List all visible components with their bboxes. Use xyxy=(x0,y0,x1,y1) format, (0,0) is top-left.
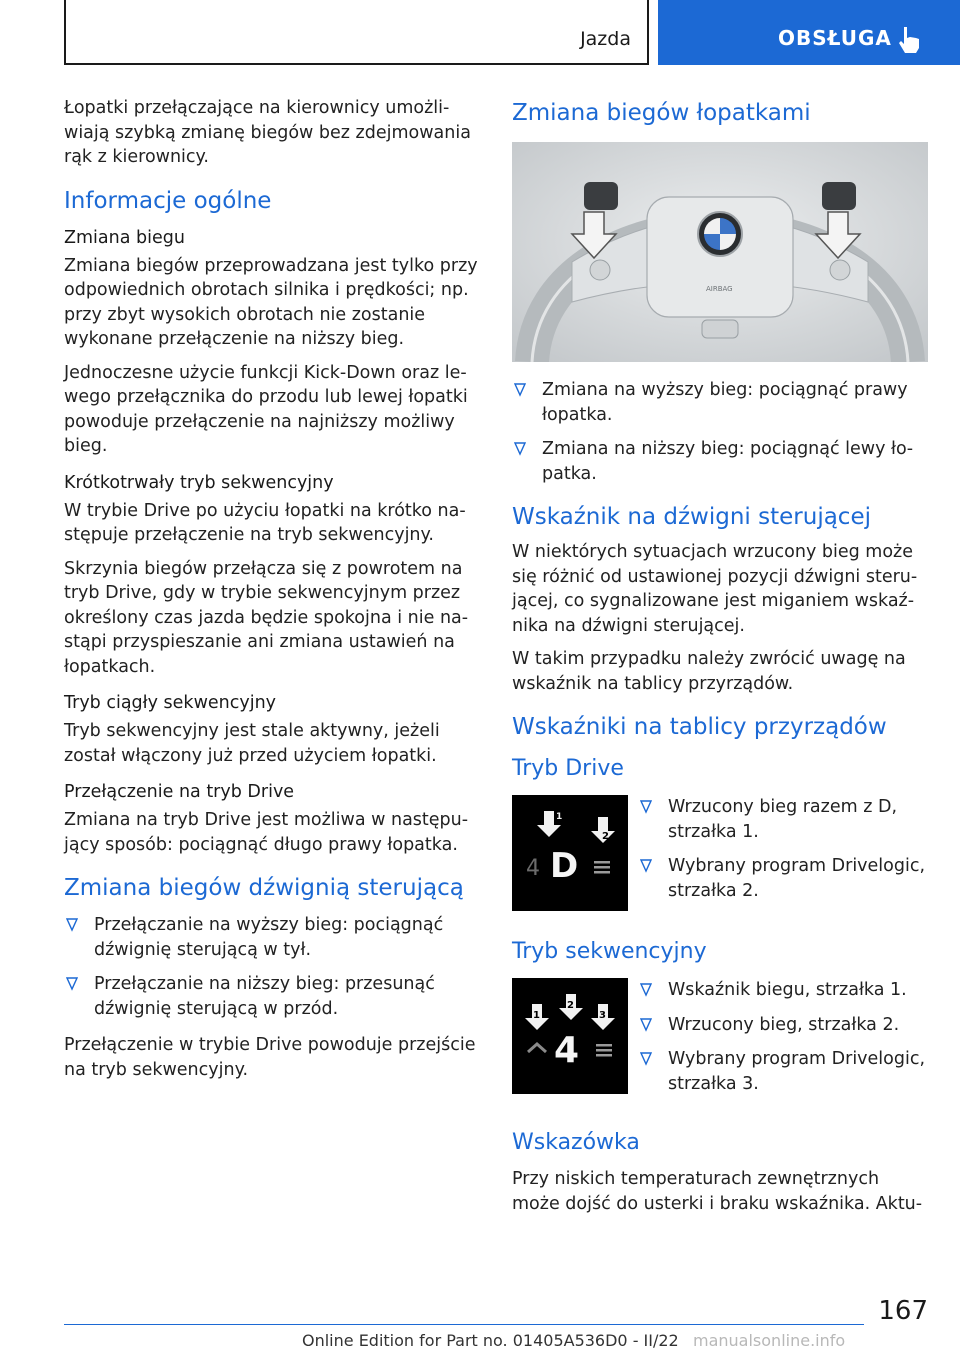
subheading-continuous-sequential: Tryb ciągły sekwencyjny xyxy=(64,693,277,713)
arrow-label-3: 3 xyxy=(599,1010,606,1021)
list-item-text: Wrzucony bieg razem z D, strzałka 1. xyxy=(668,797,898,842)
steering-wheel-image xyxy=(512,142,928,362)
drive-letter: D xyxy=(550,846,579,886)
drive-mode-block xyxy=(512,795,932,913)
heading-general: Informacje ogólne xyxy=(64,187,272,214)
footer-edition: Online Edition for Part no. 01405A536D0 - II/22 xyxy=(302,1331,679,1350)
list-item-text: Przełączanie na niższy bieg: przesunąć dźwignię sterującą w przód. xyxy=(94,974,435,1019)
drivelogic-icon xyxy=(594,861,610,874)
triangle-bullet-icon xyxy=(640,800,652,814)
triangle-bullet-icon xyxy=(640,859,652,873)
list-item-text: Przełączanie na wyższy bieg: pociągnąć dźwignię sterującą w tył. xyxy=(94,915,444,960)
paragraph-note: Przy niskich temperaturach zewnętrznych może dojść do usterki i braku wskaźnika. Aktu‐ xyxy=(512,1169,923,1214)
list-item-text: Wybrany program Drivelogic, strzałka 2. xyxy=(668,856,926,901)
list-item-text: Wrzucony bieg, strzałka 2. xyxy=(668,1014,900,1035)
list-item xyxy=(638,1047,932,1096)
paragraph-gear-2: Jednoczesne użycie funkcji Kick-Down oraz le‐wego przełącznika do przodu lub lewej łopatki powoduje przełączenie na najniższy możliwy bieg. xyxy=(64,362,468,456)
right-column xyxy=(512,96,932,1225)
drivelogic-icon xyxy=(596,1044,612,1057)
heading-lever-indicator: Wskaźnik na dźwigni sterującej xyxy=(512,504,871,530)
intro-paragraph: Łopatki przełączające na kierownicy umożli‐wiają szybką zmianę biegów bez zdejmowania rąk z kierownicy. xyxy=(64,98,471,167)
drive-mode-list xyxy=(638,795,932,913)
paragraph-indicator-2: W takim przypadku należy zwrócić uwagę na wskaźnik na tablicy przyrządów. xyxy=(512,649,906,694)
list-item xyxy=(512,378,932,427)
paragraph-short-2: Skrzynia biegów przełącza się z powrotem na tryb Drive, gdy w trybie sekwencyjnym przez określony czas jazda będzie spokojna i nie na‐stąpi przyspieszanie ani zmiana ustawień na łopatkach. xyxy=(64,558,469,677)
header-chapter-box xyxy=(658,0,960,65)
paragraph-gear-1: Zmiana biegów przeprowadzana jest tylko przy odpowiednich obrotach silnika i prędkości; np. przy zbyt wysokich obrotach nie zostanie wykonane przełączenie na niższy bieg. xyxy=(64,255,478,349)
list-item xyxy=(638,854,932,903)
triangle-bullet-icon xyxy=(514,442,526,456)
gear-digit: 4 xyxy=(526,856,540,881)
arrow-label-2: 2 xyxy=(602,831,609,842)
left-column xyxy=(64,96,484,1091)
list-item xyxy=(638,1013,932,1038)
paddle-list xyxy=(512,378,932,486)
arrow-label-2: 2 xyxy=(567,1000,574,1011)
paragraph-indicator-1: W niektórych sytuacjach wrzucony bieg może się różnić od ustawionej pozycji dźwigni steru‐jącej, co sygnalizowane jest miganiem wskaź‐nika na dźwigni sterującej. xyxy=(512,542,918,636)
list-item xyxy=(64,913,484,962)
heading-drive-mode: Tryb Drive xyxy=(512,756,624,781)
paragraph-short-1: W trybie Drive po użyciu łopatki na krótko na‐stępuje przełączenie na tryb sekwencyjny. xyxy=(64,500,466,545)
list-item-text: Wskaźnik biegu, strzałka 1. xyxy=(668,980,907,1000)
sequential-mode-image xyxy=(512,978,628,1094)
hand-pointer-icon xyxy=(894,24,924,54)
gear-digit: 4 xyxy=(554,1030,580,1071)
triangle-bullet-icon xyxy=(640,1018,652,1032)
footer-watermark: manualsonline.info xyxy=(693,1331,846,1350)
triangle-bullet-icon xyxy=(66,918,78,932)
triangle-bullet-icon xyxy=(640,983,652,997)
arrow-label-1: 1 xyxy=(556,812,563,822)
subheading-short-sequential: Krótkotrwały tryb sekwencyjny xyxy=(64,472,334,493)
lever-list xyxy=(64,913,484,1021)
paragraph-lever: Przełączenie w trybie Drive powoduje przejście na tryb sekwencyjny. xyxy=(64,1035,476,1080)
subheading-gear-change: Zmiana biegu xyxy=(64,227,185,248)
triangle-bullet-icon xyxy=(514,383,526,397)
triangle-bullet-icon xyxy=(66,977,78,991)
heading-lever-shift: Zmiana biegów dźwignią sterującą xyxy=(64,875,464,901)
list-item-text: Zmiana na wyższy bieg: pociągnąć prawy łopatka. xyxy=(542,380,908,425)
chapter-title: OBSŁUGA xyxy=(778,26,892,50)
heading-paddle-shift: Zmiana biegów łopatkami xyxy=(512,100,811,126)
airbag-label: AIRBAG xyxy=(706,285,733,293)
heading-cluster-indicators: Wskaźniki na tablicy przyrządów xyxy=(512,714,887,740)
list-item xyxy=(638,795,932,844)
drive-mode-image xyxy=(512,795,628,911)
list-item xyxy=(64,972,484,1021)
heading-note: Wskazówka xyxy=(512,1130,640,1155)
footer-divider xyxy=(64,1324,864,1325)
page-number: 167 xyxy=(878,1296,928,1326)
list-item xyxy=(512,437,932,486)
list-item-text: Zmiana na niższy bieg: pociągnąć lewy ło‐patka. xyxy=(542,439,914,484)
sequential-mode-list xyxy=(638,978,932,1106)
subheading-switch-drive: Przełączenie na tryb Drive xyxy=(64,782,295,802)
list-item xyxy=(638,978,932,1003)
section-title: Jazda xyxy=(580,28,631,50)
header-section-box xyxy=(64,0,649,65)
triangle-bullet-icon xyxy=(640,1052,652,1066)
sequential-mode-block xyxy=(512,978,932,1106)
arrow-label-1: 1 xyxy=(533,1010,540,1021)
paragraph-switch-drive: Zmiana na tryb Drive jest możliwa w następu‐jący sposób: pociągnąć długo prawy łopatka. xyxy=(64,810,469,855)
paragraph-continuous: Tryb sekwencyjny jest stale aktywny, jeżeli został włączony już przed użyciem łopatki. xyxy=(64,721,440,766)
list-item-text: Wybrany program Drivelogic, strzałka 3. xyxy=(668,1049,926,1094)
heading-sequential-mode: Tryb sekwencyjny xyxy=(512,939,707,964)
